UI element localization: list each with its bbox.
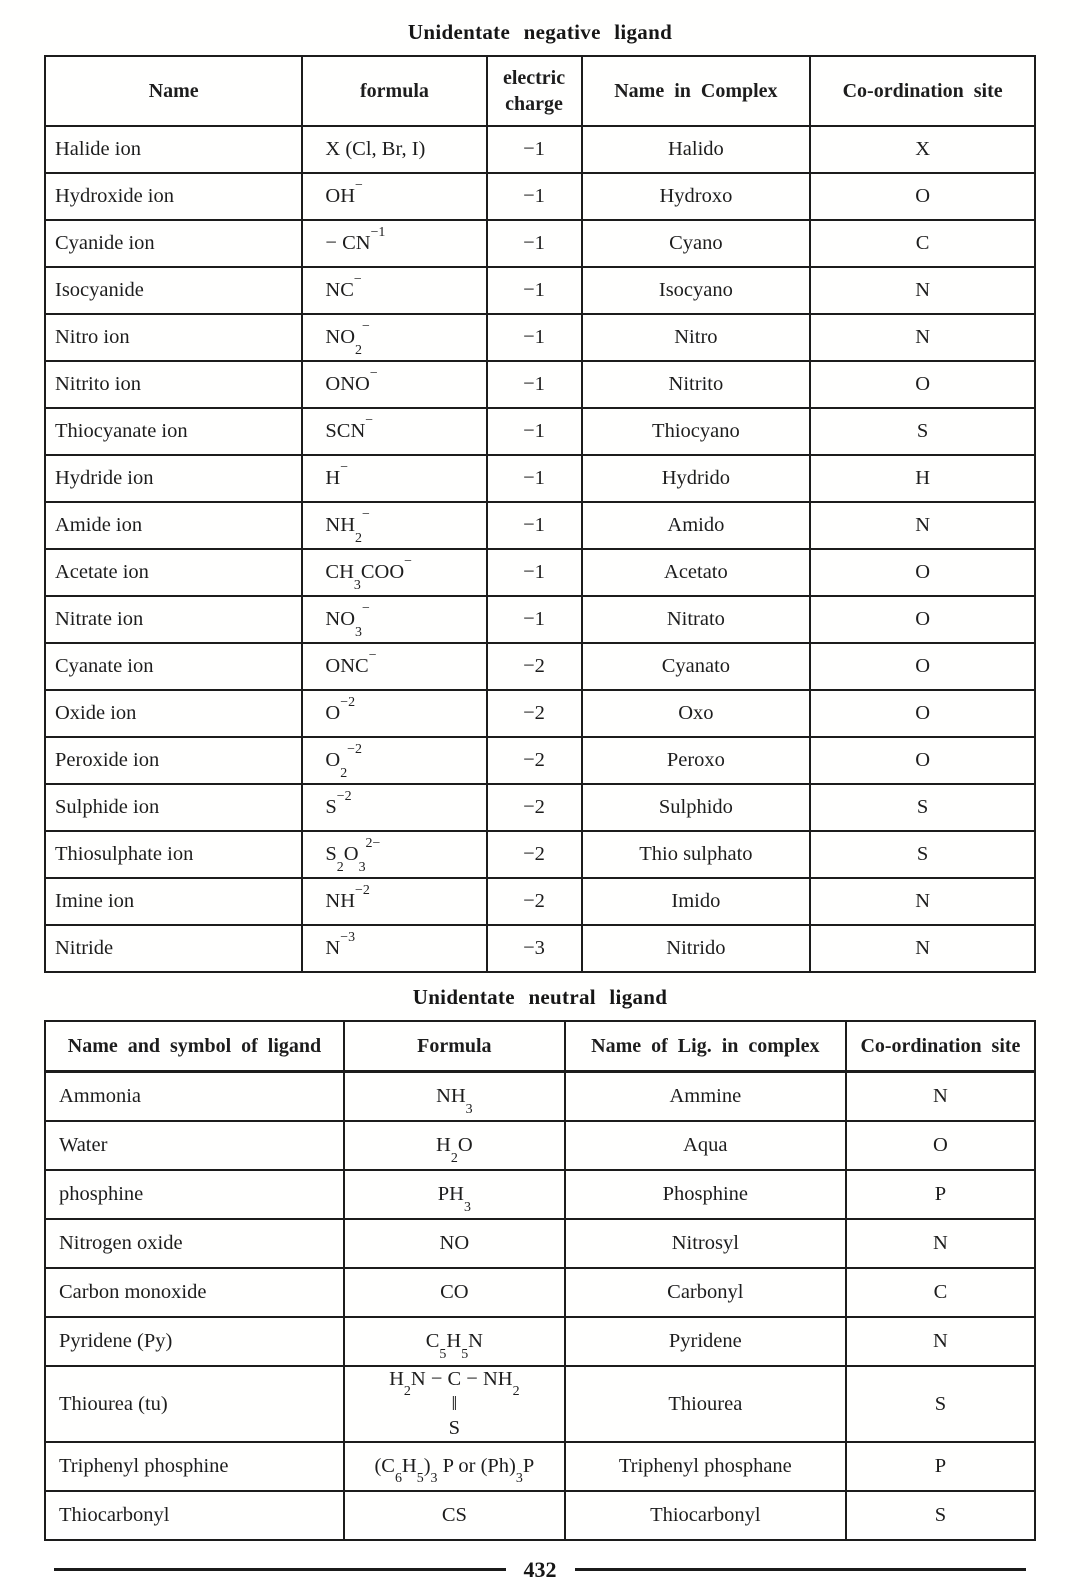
- table-cell: $NH_3$: [344, 1072, 565, 1122]
- table-cell: −2: [487, 784, 582, 831]
- table-cell: −1: [487, 267, 582, 314]
- table-cell: Sulphido: [582, 784, 811, 831]
- column-header: electric charge: [487, 56, 582, 126]
- table-cell: $O_2^{-2}$: [302, 737, 486, 784]
- table-row: [45, 1442, 1035, 1491]
- table-cell: Thiocarbonyl: [565, 1491, 846, 1540]
- column-header: formula: [302, 56, 486, 126]
- table-cell: $(C_6H_5)_3$ P or $(Ph)_3P$: [344, 1442, 565, 1491]
- table-cell: Thiourea (tu): [45, 1366, 344, 1442]
- table-cell: O: [810, 596, 1035, 643]
- table-cell: C: [810, 220, 1035, 267]
- footer-rule-left: [54, 1568, 506, 1571]
- table-cell: Hydroxide ion: [45, 173, 302, 220]
- table-cell: Aqua: [565, 1121, 846, 1170]
- table-cell: Hydrido: [582, 455, 811, 502]
- table-cell: Halido: [582, 126, 811, 173]
- table-cell: S: [846, 1366, 1035, 1442]
- table-cell: $H_2N - C - NH_2$ ‖ S: [344, 1366, 565, 1442]
- table-cell: Cyanato: [582, 643, 811, 690]
- table-row: [45, 831, 1035, 878]
- table-cell: $S_2O_3^{2-}$: [302, 831, 486, 878]
- table-cell: Pyridene (Py): [45, 1317, 344, 1366]
- table-cell: H: [810, 455, 1035, 502]
- table-cell: $PH_3$: [344, 1170, 565, 1219]
- table-cell: Phosphine: [565, 1170, 846, 1219]
- table-cell: −1: [487, 596, 582, 643]
- table-cell: Amido: [582, 502, 811, 549]
- table-row: [45, 314, 1035, 361]
- table-cell: Thiocarbonyl: [45, 1491, 344, 1540]
- table-cell: S: [810, 784, 1035, 831]
- table-cell: OH−: [302, 173, 486, 220]
- table-cell: Thiosulphate ion: [45, 831, 302, 878]
- table-cell: X (Cl, Br, I): [302, 126, 486, 173]
- table-cell: Nitrato: [582, 596, 811, 643]
- table-cell: O: [810, 173, 1035, 220]
- page-footer: [54, 1557, 1026, 1583]
- table-cell: Water: [45, 1121, 344, 1170]
- table-cell: Acetate ion: [45, 549, 302, 596]
- column-header: Name of Lig. in complex: [565, 1021, 846, 1072]
- page-number: 432: [523, 1556, 557, 1582]
- table-cell: −2: [487, 690, 582, 737]
- table-cell: Nitro ion: [45, 314, 302, 361]
- table-row: [45, 1121, 1035, 1170]
- table-row: [45, 784, 1035, 831]
- table-cell: X: [810, 126, 1035, 173]
- table-cell: P: [846, 1442, 1035, 1491]
- neutral-ligand-table: [44, 1020, 1036, 1541]
- table-row: [45, 549, 1035, 596]
- table-cell: −1: [487, 502, 582, 549]
- table-row: [45, 1366, 1035, 1442]
- table-row: [45, 220, 1035, 267]
- footer-rule-right: [575, 1568, 1027, 1571]
- table-row: [45, 126, 1035, 173]
- table-row: [45, 596, 1035, 643]
- table-cell: Nitro: [582, 314, 811, 361]
- table-cell: H−: [302, 455, 486, 502]
- table-cell: Pyridene: [565, 1317, 846, 1366]
- table-row: [45, 1072, 1035, 1122]
- table-cell: Cyano: [582, 220, 811, 267]
- table-cell: Hydroxo: [582, 173, 811, 220]
- table-cell: −1: [487, 314, 582, 361]
- table-cell: Isocyano: [582, 267, 811, 314]
- table-cell: $NO_3^-$: [302, 596, 486, 643]
- table-row: [45, 925, 1035, 972]
- table-cell: Cyanate ion: [45, 643, 302, 690]
- table-cell: Acetato: [582, 549, 811, 596]
- column-header: Name in Complex: [582, 56, 811, 126]
- table-cell: Oxo: [582, 690, 811, 737]
- table-cell: −1: [487, 220, 582, 267]
- table-cell: Cyanide ion: [45, 220, 302, 267]
- table-cell: ONO−: [302, 361, 486, 408]
- table-row: [45, 1219, 1035, 1268]
- table-cell: S: [810, 831, 1035, 878]
- table-cell: C: [846, 1268, 1035, 1317]
- table-cell: Imine ion: [45, 878, 302, 925]
- column-header: Name and symbol of ligand: [45, 1021, 344, 1072]
- table-cell: Nitrito: [582, 361, 811, 408]
- table-row: [45, 690, 1035, 737]
- table-cell: −1: [487, 173, 582, 220]
- table-cell: −3: [487, 925, 582, 972]
- table-cell: Thio sulphato: [582, 831, 811, 878]
- table-cell: $C_5H_5N$: [344, 1317, 565, 1366]
- table-cell: −2: [487, 878, 582, 925]
- table-cell: N: [846, 1219, 1035, 1268]
- table-cell: Nitrate ion: [45, 596, 302, 643]
- table-cell: −2: [487, 831, 582, 878]
- table-cell: $CH_3COO^-$: [302, 549, 486, 596]
- table-cell: $NH_2^-$: [302, 502, 486, 549]
- table-cell: SCN−: [302, 408, 486, 455]
- table-cell: O: [810, 690, 1035, 737]
- header-row: [45, 1021, 1035, 1072]
- table-cell: −1: [487, 126, 582, 173]
- table-cell: Halide ion: [45, 126, 302, 173]
- table-cell: Triphenyl phosphine: [45, 1442, 344, 1491]
- section-title-negative-ligand: Unidentate negative ligand: [407, 20, 673, 44]
- table-cell: N: [846, 1317, 1035, 1366]
- table-cell: Ammonia: [45, 1072, 344, 1122]
- table-cell: −1: [487, 455, 582, 502]
- table-cell: Nitrido: [582, 925, 811, 972]
- table-cell: N: [846, 1072, 1035, 1122]
- table-row: [45, 361, 1035, 408]
- table-cell: $S^{-2}$: [302, 784, 486, 831]
- table-cell: S: [810, 408, 1035, 455]
- table-cell: ONC−: [302, 643, 486, 690]
- table-cell: Peroxide ion: [45, 737, 302, 784]
- section-title-neutral-ligand: Unidentate neutral ligand: [412, 985, 668, 1009]
- table-cell: N: [810, 314, 1035, 361]
- table-cell: Nitrito ion: [45, 361, 302, 408]
- table-cell: CS: [344, 1491, 565, 1540]
- table-cell: −1: [487, 408, 582, 455]
- table-row: [45, 173, 1035, 220]
- table-cell: Oxide ion: [45, 690, 302, 737]
- table-cell: Sulphide ion: [45, 784, 302, 831]
- table-row: [45, 643, 1035, 690]
- table-cell: O: [810, 549, 1035, 596]
- table-cell: N: [810, 267, 1035, 314]
- table-cell: Triphenyl phosphane: [565, 1442, 846, 1491]
- table-row: [45, 1317, 1035, 1366]
- table-cell: Thiocyano: [582, 408, 811, 455]
- column-header: Co-ordination site: [846, 1021, 1035, 1072]
- table-cell: O: [846, 1121, 1035, 1170]
- table-cell: − $CN^{-1}$: [302, 220, 486, 267]
- table-cell: Thiocyanate ion: [45, 408, 302, 455]
- table-cell: $NH^{-2}$: [302, 878, 486, 925]
- table-cell: P: [846, 1170, 1035, 1219]
- table-cell: Peroxo: [582, 737, 811, 784]
- table-cell: N: [810, 878, 1035, 925]
- column-header: Name: [45, 56, 302, 126]
- table-cell: Carbonyl: [565, 1268, 846, 1317]
- table-cell: Nitrogen oxide: [45, 1219, 344, 1268]
- table-cell: −1: [487, 549, 582, 596]
- table-cell: $NO_2^-$: [302, 314, 486, 361]
- table-row: [45, 737, 1035, 784]
- table-row: [45, 1170, 1035, 1219]
- table-cell: O: [810, 737, 1035, 784]
- table-cell: Amide ion: [45, 502, 302, 549]
- table-cell: Thiourea: [565, 1366, 846, 1442]
- table-cell: NC−: [302, 267, 486, 314]
- table-cell: Carbon monoxide: [45, 1268, 344, 1317]
- table-cell: N: [810, 502, 1035, 549]
- table-cell: phosphine: [45, 1170, 344, 1219]
- table-cell: Ammine: [565, 1072, 846, 1122]
- table-cell: −2: [487, 737, 582, 784]
- table-cell: O: [810, 643, 1035, 690]
- table-cell: N: [810, 925, 1035, 972]
- column-header: Co-ordination site: [810, 56, 1035, 126]
- table-row: [45, 267, 1035, 314]
- table-cell: −2: [487, 643, 582, 690]
- table-cell: $H_2O$: [344, 1121, 565, 1170]
- header-row: [45, 56, 1035, 126]
- table-cell: CO: [344, 1268, 565, 1317]
- table-row: [45, 1491, 1035, 1540]
- table-row: [45, 408, 1035, 455]
- column-header: Formula: [344, 1021, 565, 1072]
- table-cell: Nitrosyl: [565, 1219, 846, 1268]
- table-cell: Isocyanide: [45, 267, 302, 314]
- table-cell: Imido: [582, 878, 811, 925]
- table-cell: S: [846, 1491, 1035, 1540]
- negative-ligand-table: [44, 55, 1036, 973]
- table-row: [45, 455, 1035, 502]
- table-row: [45, 1268, 1035, 1317]
- table-row: [45, 878, 1035, 925]
- table-cell: −1: [487, 361, 582, 408]
- table-cell: $O^{-2}$: [302, 690, 486, 737]
- table-row: [45, 502, 1035, 549]
- table-cell: Hydride ion: [45, 455, 302, 502]
- table-cell: Nitride: [45, 925, 302, 972]
- table-cell: NO: [344, 1219, 565, 1268]
- table-cell: O: [810, 361, 1035, 408]
- table-cell: $N^{-3}$: [302, 925, 486, 972]
